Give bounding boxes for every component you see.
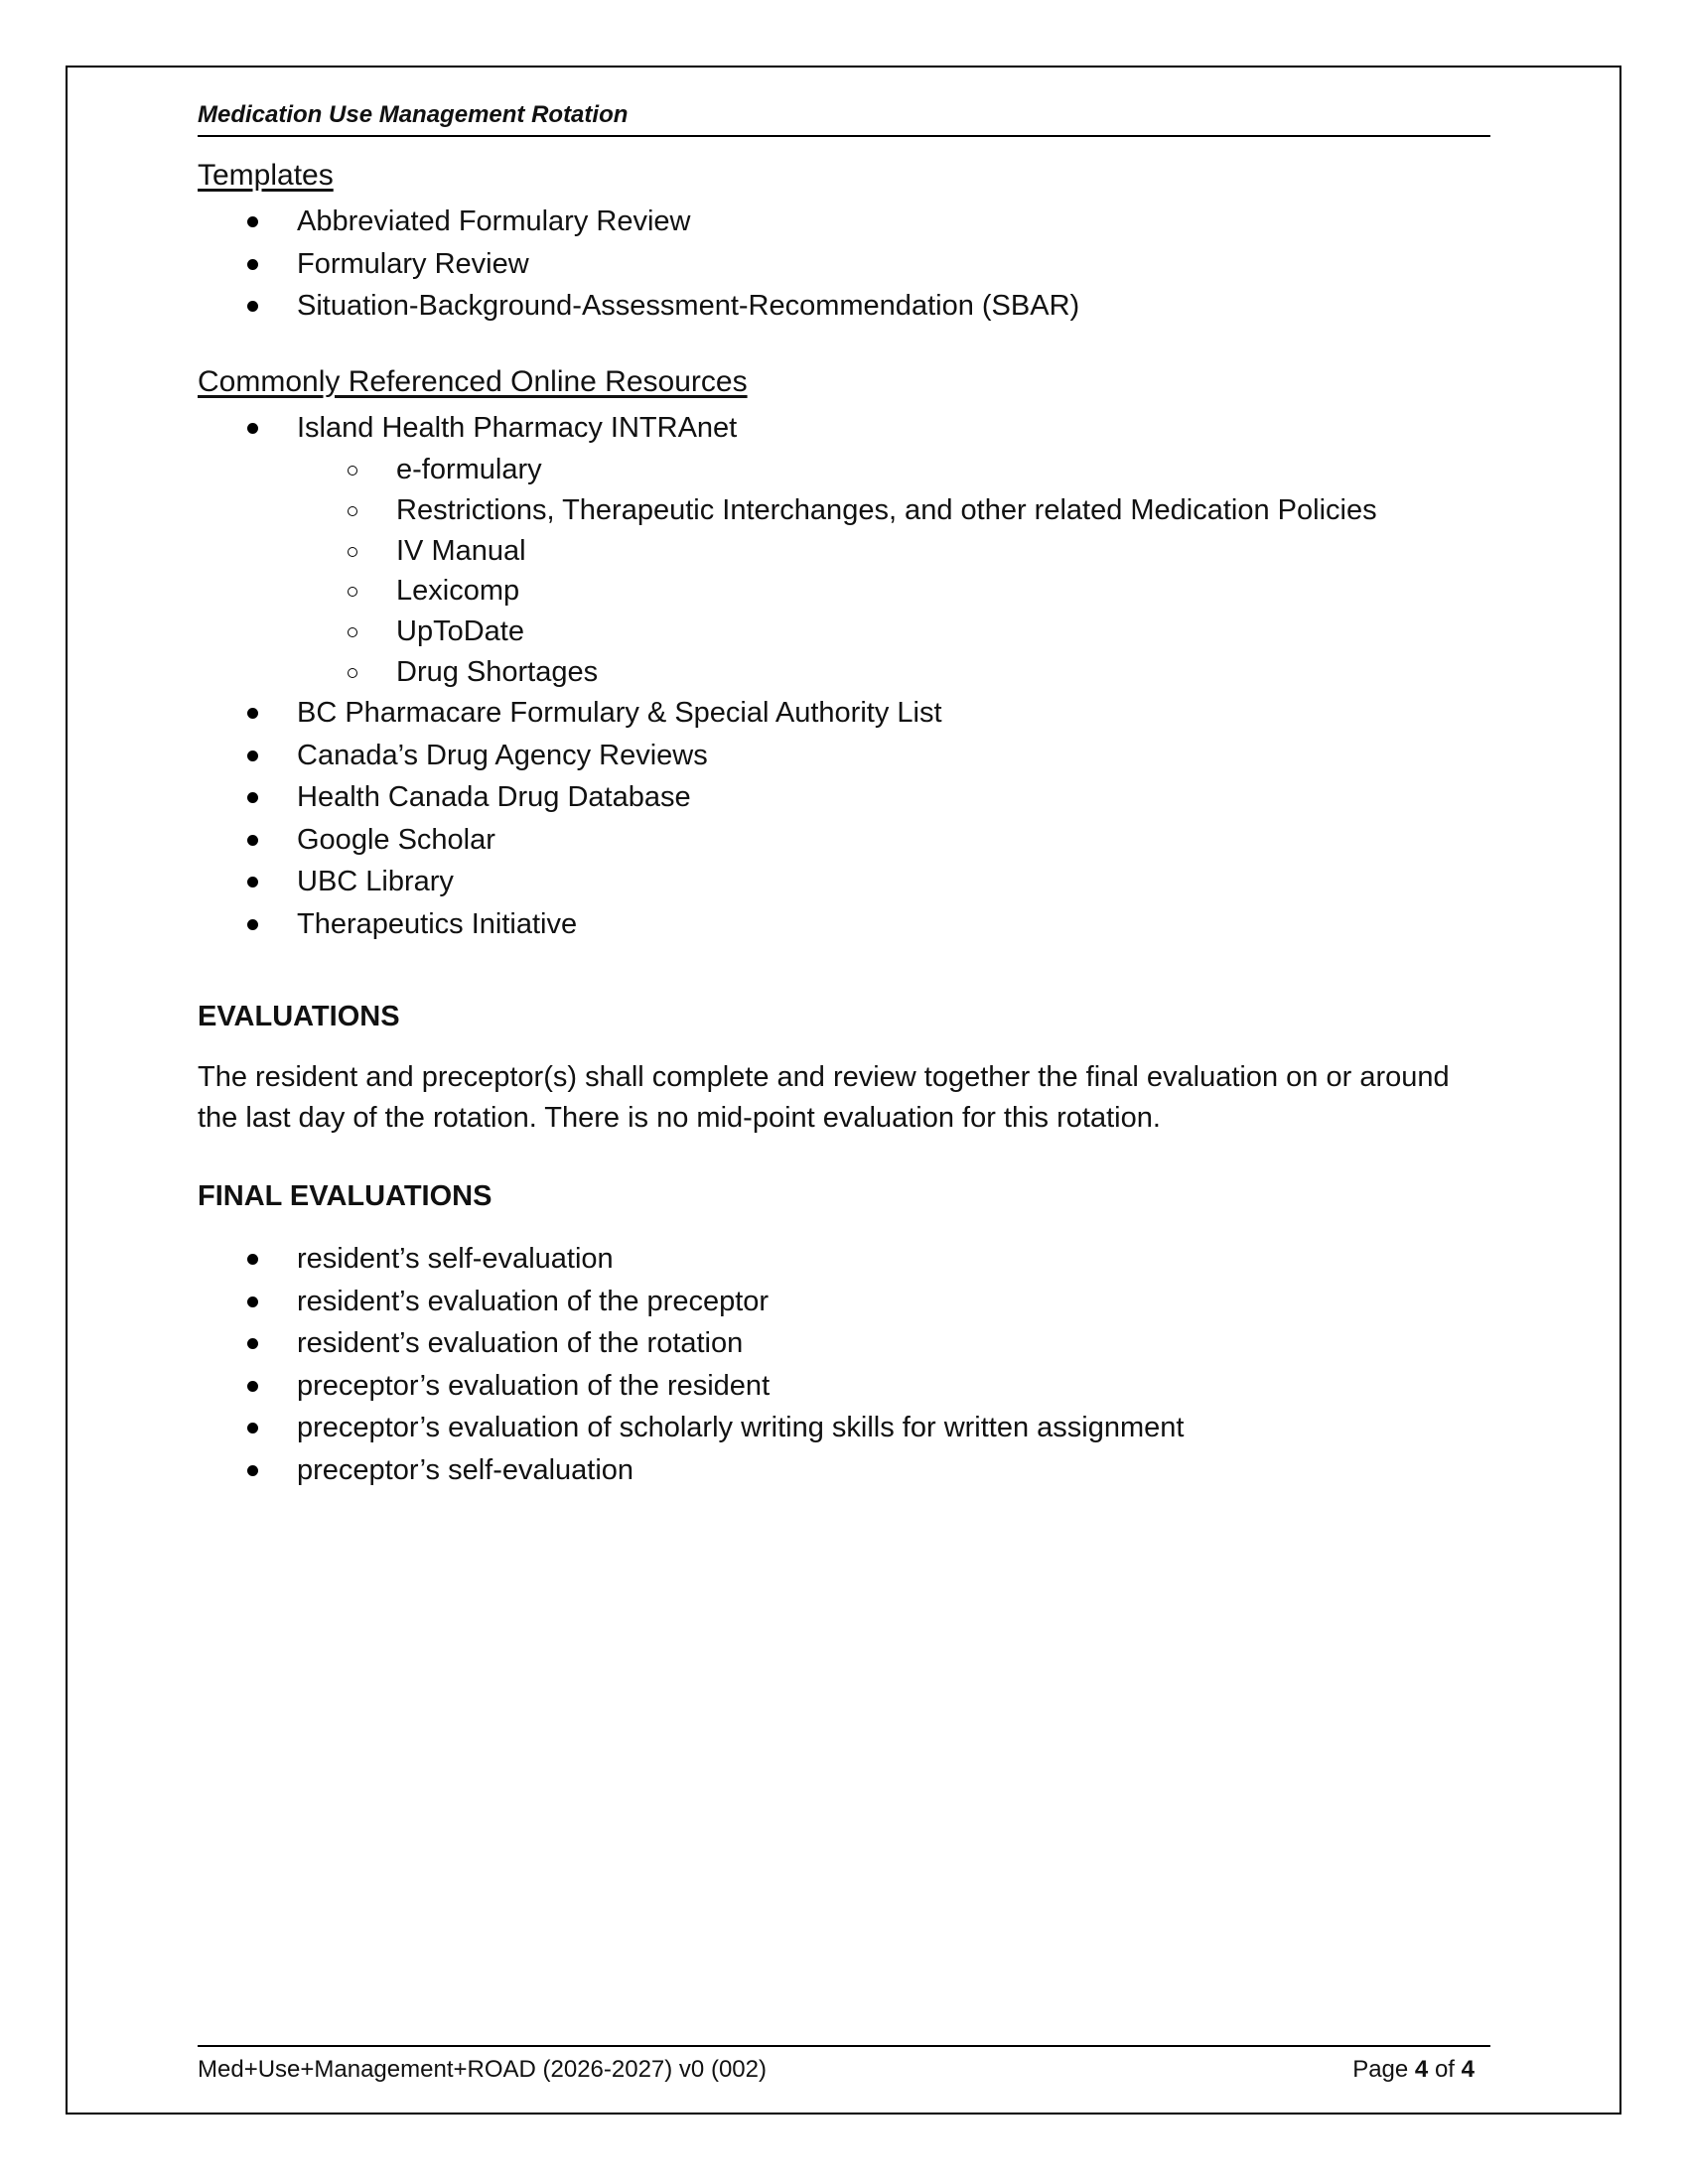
list-item: UBC Library — [198, 861, 942, 903]
sub-list-item: Drug Shortages — [198, 652, 1377, 693]
list-item: preceptor’s self-evaluation — [198, 1449, 1184, 1492]
list-item: Google Scholar — [198, 819, 942, 862]
bullet-icon — [247, 877, 258, 887]
list-item: preceptor’s evaluation of the resident — [198, 1365, 1184, 1408]
bullet-icon — [247, 1254, 258, 1265]
circle-bullet-icon — [348, 466, 357, 476]
bullet-icon — [247, 1423, 258, 1433]
bullet-icon — [247, 708, 258, 719]
page-number: Page 4 of 4 — [1352, 2056, 1475, 2083]
header-title: Medication Use Management Rotation — [198, 101, 629, 128]
bullet-icon — [247, 259, 258, 270]
circle-bullet-icon — [348, 587, 357, 597]
list-item: Abbreviated Formulary Review — [198, 201, 1079, 243]
sub-list-item: UpToDate — [198, 612, 1377, 652]
final-evaluations-heading: FINAL EVALUATIONS — [198, 1180, 492, 1212]
sub-list-item: Restrictions, Therapeutic Interchanges, and other related Medication Policies — [198, 490, 1377, 531]
page-header — [198, 99, 1490, 137]
bullet-icon — [247, 1297, 258, 1307]
list-item: Canada’s Drug Agency Reviews — [198, 735, 942, 777]
list-item: Therapeutics Initiative — [198, 903, 942, 946]
bullet-icon — [247, 751, 258, 761]
bullet-icon — [247, 216, 258, 227]
page-footer — [198, 2045, 1490, 2085]
bullet-icon — [247, 1381, 258, 1392]
intranet-sublist — [198, 450, 1377, 693]
sub-list-item: e-formulary — [198, 450, 1377, 490]
sub-list-item: IV Manual — [198, 531, 1377, 572]
resources-heading: Commonly Referenced Online Resources — [198, 365, 748, 398]
final-evaluations-list — [198, 1238, 1184, 1491]
bullet-icon — [247, 835, 258, 846]
list-item: Formulary Review — [198, 243, 1079, 286]
list-item: BC Pharmacare Formulary & Special Authority List — [198, 692, 942, 735]
templates-heading: Templates — [198, 159, 334, 192]
bullet-icon — [247, 301, 258, 312]
sub-list-item: Lexicomp — [198, 571, 1377, 612]
evaluations-paragraph: The resident and preceptor(s) shall complete and review together the final evaluation on or around the last day of the rotation. There is no mid-point evaluation for this rotation. — [198, 1061, 1450, 1134]
footer-doc-name: Med+Use+Management+ROAD (2026-2027) v0 (002) — [198, 2056, 767, 2083]
list-item: preceptor’s evaluation of scholarly writing skills for written assignment — [198, 1407, 1184, 1449]
list-item: resident’s evaluation of the preceptor — [198, 1281, 1184, 1323]
bullet-icon — [247, 423, 258, 434]
bullet-icon — [247, 919, 258, 930]
circle-bullet-icon — [348, 668, 357, 678]
templates-list — [198, 201, 1079, 328]
circle-bullet-icon — [348, 506, 357, 516]
resources-list-continued — [198, 692, 942, 945]
circle-bullet-icon — [348, 547, 357, 557]
list-item: resident’s evaluation of the rotation — [198, 1322, 1184, 1365]
circle-bullet-icon — [348, 627, 357, 637]
list-item: Situation-Background-Assessment-Recommendation (SBAR) — [198, 285, 1079, 328]
bullet-icon — [247, 792, 258, 803]
resources-list — [198, 407, 737, 450]
list-item-intranet: Island Health Pharmacy INTRAnet — [198, 407, 737, 450]
bullet-icon — [247, 1338, 258, 1349]
bullet-icon — [247, 1465, 258, 1476]
list-item: Health Canada Drug Database — [198, 776, 942, 819]
list-item: resident’s self-evaluation — [198, 1238, 1184, 1281]
evaluations-heading: EVALUATIONS — [198, 1001, 400, 1032]
